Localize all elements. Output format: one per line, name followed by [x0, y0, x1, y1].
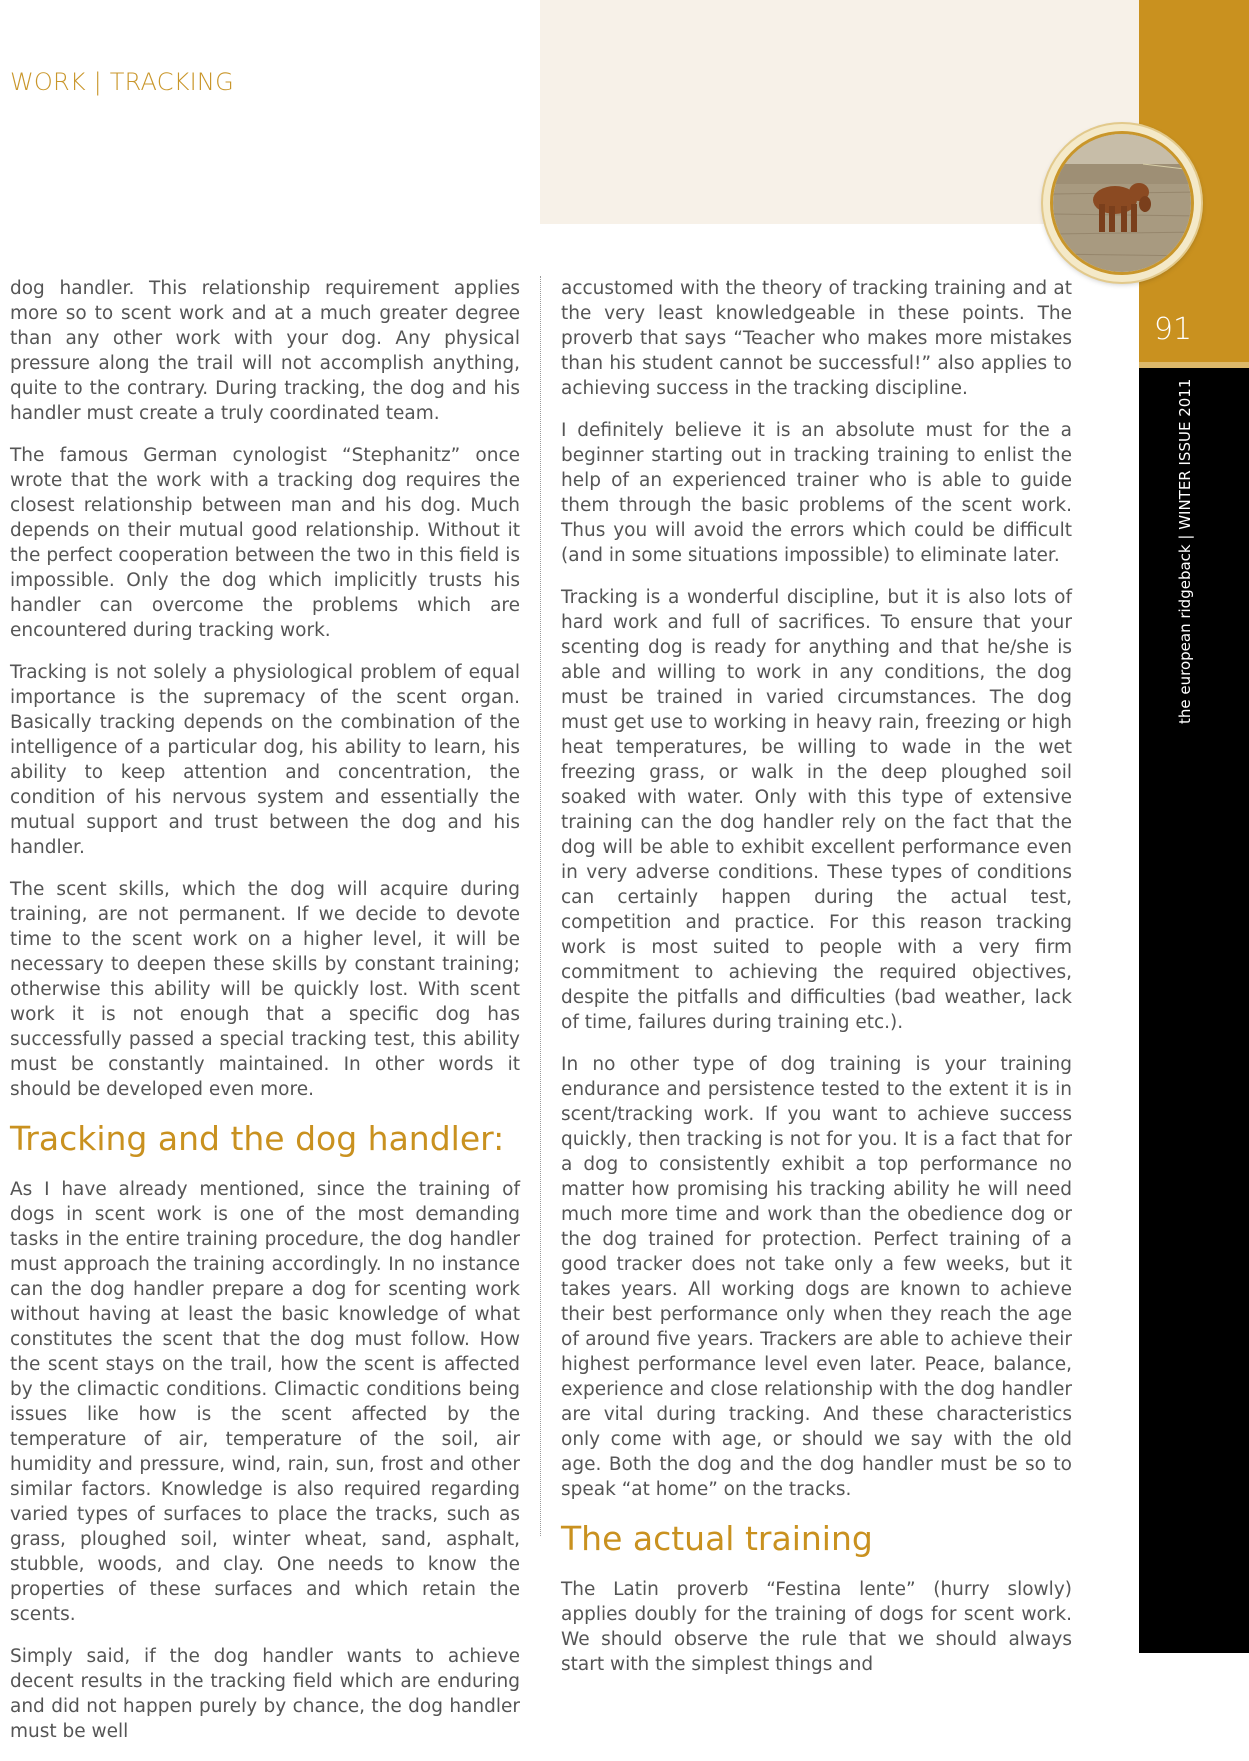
page-number: 91: [1153, 312, 1193, 347]
paragraph: In no other type of dog training is your training endurance and persistence tested to the extent it is in scent/tracking work. If you want to achieve success quickly, then tracking is not for you. It is a fact that for a dog to consistently exhibit a top performance no matter how promising his tracking ability he will need much more time and work than the obedience dog or the dog trained for protection. Perfect training of a good tracker does not take only a few weeks, but it takes years. All working dogs are known to achieve their best performance only when they reach the age of around five years. Trackers are able to achieve their highest performance level even later. Peace, balance, experience and close relationship with the dog handler are vital during tracking. And these characteristics only come with age, or should we say with the old age. Both the dog and the dog handler must be so to speak “at home” on the tracks.: [561, 1054, 1072, 1500]
paragraph: The Latin proverb “Festina lente” (hurry slowly) applies doubly for the training of dogs for scent work. We should observe the rule that we should always start with the simplest things and: [561, 1579, 1072, 1675]
article-column-right: [561, 276, 1072, 1694]
dog-photo-icon: [1053, 134, 1194, 275]
paragraph: dog handler. This relationship requirement applies more so to scent work and at a much greater degree than any other work with your dog. Any physical pressure along the trail will not accomplish anything, quite to the contrary. During tracking, the dog and his handler must create a truly coordinated team.: [10, 278, 520, 424]
paragraph: I definitely believe it is an absolute must for the a beginner starting out in tracking training to enlist the help of an experienced trainer who is able to guide them through the basic problems of the scent work. Thus you will avoid the errors which could be difficult (and in some situations impossible) to eliminate later.: [561, 420, 1072, 566]
column-divider: [540, 276, 541, 1536]
dog-photo-badge: [1043, 124, 1201, 282]
article-column-left: [10, 276, 520, 1761]
subheading-actual-training: The actual training: [561, 1519, 873, 1558]
paragraph: accustomed with the theory of tracking training and at the very least knowledgeable in these points. The proverb that says “Teacher who makes more mistakes than his student cannot be successful!” also applies to achieving success in the tracking discipline.: [561, 278, 1072, 399]
paragraph: The scent skills, which the dog will acquire during training, are not permanent. If we decide to devote time to the scent work on a higher level, it will be necessary to deepen these skills by constant training; otherwise this ability will be quickly lost. With scent work it is not enough that a specific dog has successfully passed a special tracking test, this ability must be constantly maintained. In other words it should be developed even more.: [10, 879, 520, 1100]
subheading-tracking-handler: Tracking and the dog handler:: [10, 1119, 505, 1158]
paragraph: Tracking is a wonderful discipline, but it is also lots of hard work and full of sacrifices. To ensure that your scenting dog is ready for anything and that he/she is able and willing to work in any conditions, the dog must be trained in varied circumstances. The dog must get use to working in heavy rain, freezing or high heat temperatures, be willing to wade in the wet freezing grass, or walk in the deep ploughed soil soaked with water. Only with this type of extensive training can the dog handler rely on the fact that the dog will be able to exhibit excellent performance even in very adverse conditions. These types of conditions can certainly happen during the actual test, competition and practice. For this reason tracking work is most suited to people with a very firm commitment to achieving the required objectives, despite the pitfalls and difficulties (bad weather, lack of time, failures during training etc.).: [561, 587, 1072, 1033]
paragraph: Tracking is not solely a physiological problem of equal importance is the supremacy of the scent organ. Basically tracking depends on the combination of the intelligence of a particular dog, his ability to learn, his ability to keep attention and concentration, the condition of his nervous system and essentially the mutual support and trust between the dog and his handler.: [10, 662, 520, 858]
paragraph: Simply said, if the dog handler wants to achieve decent results in the tracking field which are enduring and did not happen purely by chance, the dog handler must be well: [10, 1646, 520, 1742]
paragraph: As I have already mentioned, since the training of dogs in scent work is one of the most demanding tasks in the entire training procedure, the dog handler must approach the training accordingly. In no instance can the dog handler prepare a dog for scenting work without having at least the basic knowledge of what constitutes the scent that the dog must follow. How the scent stays on the trail, how the scent is affected by the climactic conditions. Climactic conditions being issues like how is the scent affected by the temperature of air, temperature of the soil, air humidity and pressure, wind, rain, sun, frost and other similar factors. Knowledge is also required regarding varied types of surfaces to place the tracks, such as grass, ploughed soil, winter wheat, sand, asphalt, stubble, woods, and clay. One needs to know the properties of these surfaces and which retain the scents.: [10, 1179, 520, 1625]
issue-label: the european ridgeback | WINTER ISSUE 2011: [1176, 378, 1194, 724]
sidebar-black-band: [1139, 368, 1249, 1653]
paragraph: The famous German cynologist “Stephanitz” once wrote that the work with a tracking dog requires the closest relationship between man and his dog. Much depends on their mutual good relationship. Without it the perfect cooperation between the two in this field is impossible. Only the dog which implicitly trusts his handler can overcome the problems which are encountered during tracking work.: [10, 445, 520, 641]
section-label: WORK | TRACKING: [10, 68, 234, 96]
dog-tracking-photo: [1050, 131, 1194, 275]
